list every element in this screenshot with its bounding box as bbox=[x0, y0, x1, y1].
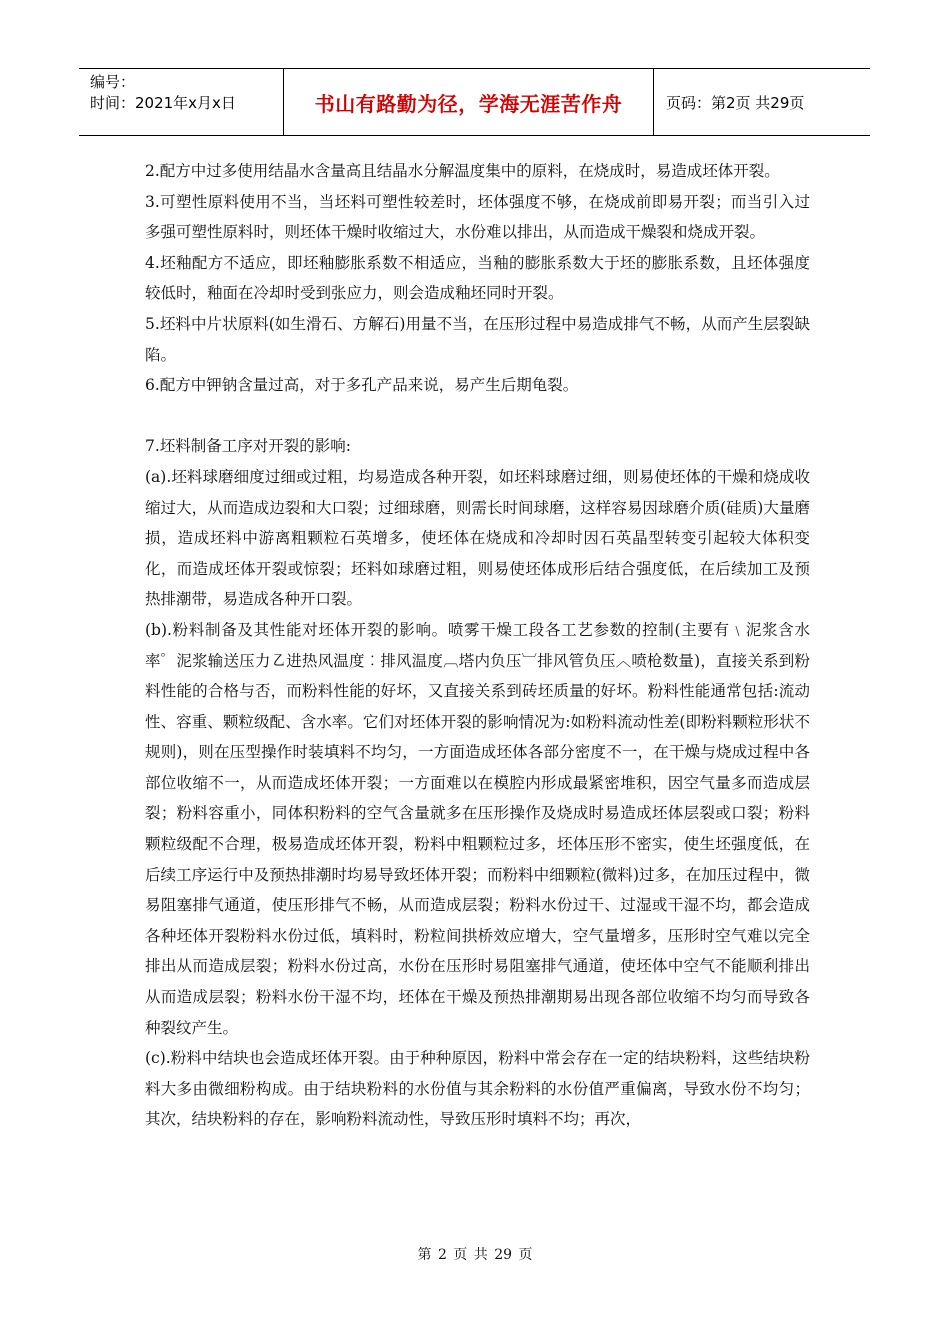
document-body bbox=[145, 156, 810, 1135]
paragraph: 4.坯釉配方不适应，即坯釉膨胀系数不相适应，当釉的膨胀系数大于坯的膨胀系数，且坯体强度较低时，釉面在冷却时受到张应力，则会造成釉坯同时开裂。 bbox=[145, 253, 810, 303]
section-heading: 7.坯料制备工序对开裂的影响: bbox=[145, 437, 352, 456]
blank-line bbox=[145, 401, 810, 432]
paragraph: 3.可塑性原料使用不当，当坯料可塑性较差时，坯体强度不够，在烧成前即易开裂；而当引入过多强可塑性原料时，则坯体干燥时收缩过大，水份难以排出，从而造成干燥裂和烧成开裂。 bbox=[145, 192, 810, 242]
paragraph: (c).粉料中结块也会造成坯体开裂。由于种种原因，粉料中常会存在一定的结块粉料，这些结块粉料大多由微细粉构成。由于结块粉料的水份值与其余粉料的水份值严重偏离，导致水份不均匀；其次，结块粉料的存在，影响粉料流动性，导致压形时填料不均；再次， bbox=[145, 1049, 810, 1129]
header-page-code: 页码：第2页 共29页 bbox=[666, 93, 805, 112]
paragraph: (b).粉料制备及其性能对坯体开裂的影响。喷雾干燥工段各工艺参数的控制(主要有﹨泥浆含水率゜泥浆输送压力㇠进热风温度︰排风温度︹塔内负压︺排风管负压︿喷枪数量)，直接关系到粉料性能的合格与否，而粉料性能的好坏，又直接关系到砖坯质量的好坏。粉料性能通常包括:流动性、容重、颗粒级配、含水率。它们对坯体开裂的影响情况为:如粉料流动性差(即粉料颗粒形状不规则)，则在压型操作时装填料不均匀，一方面造成坯体各部分密度不一，在干燥与烧成过程中各部位收缩不一，从而造成坯体开裂；一方面难以在模腔内形成最紧密堆积，因空气量多而造成层裂；粉料容重小，同体积粉料的空气含量就多在压形操作及烧成时易造成坯体层裂或口裂；粉料颗粒级配不合理，极易造成坯体开裂，粉料中粗颗粒过多，坯体压形不密实，使生坯强度低，在后续工序运行中及预热排潮时均易导致坯体开裂；而粉料中细颗粒(微料)过多，在加压过程中，微易阻塞排气通道，使压形排气不畅，从而造成层裂；粉料水份过干、过湿或干湿不均，都会造成各种坯体开裂粉料水份过低，填料时，粉粒间拱桥效应增大，空气量增多，压形时空气难以完全排出从而造成层裂；粉料水份过高，水份在压形时易阻塞排气通道，使坯体中空气不能顺利排出从而造成层裂；粉料水份干湿不均，坯体在干燥及预热排潮期易出现各部位收缩不均匀而导致各种裂纹产生。 bbox=[145, 620, 810, 1037]
page-footer: 第 2 页 共 29 页 bbox=[417, 1247, 533, 1263]
date-label: 时间：2021年x月x日 bbox=[90, 94, 236, 112]
paragraph: 5.坯料中片状原料(如生滑石、方解石)用量不当，在压形过程中易造成排气不畅，从而产生层裂缺陷。 bbox=[145, 314, 810, 364]
number-label: 编号： bbox=[90, 73, 136, 91]
page-header bbox=[79, 68, 870, 136]
paragraph: 2.配方中过多使用结晶水含量高且结晶水分解温度集中的原料，在烧成时，易造成坯体开裂。 bbox=[145, 162, 780, 180]
header-motto: 书山有路勤为径，学海无涯苦作舟 bbox=[284, 69, 654, 135]
header-meta bbox=[79, 69, 284, 135]
paragraph: 6.配方中钾钠含量过高，对于多孔产品来说，易产生后期龟裂。 bbox=[145, 376, 579, 395]
paragraph: (a).坯料球磨细度过细或过粗，均易造成各种开裂，如坯料球磨过细，则易使坯体的干燥和烧成收缩过大，从而造成边裂和大口裂；过细球磨，则需长时间球磨，这样容易因球磨介质(硅质)大量磨损，造成坯料中游离粗颗粒石英增多，使坯体在烧成和冷却时因石英晶型转变引起较大体积变化，而造成坯体开裂或惊裂；坯料如球磨过粗，则易使坯体成形后结合强度低，在后续加工及预热排潮带，易造成各种开口裂。 bbox=[145, 467, 810, 609]
